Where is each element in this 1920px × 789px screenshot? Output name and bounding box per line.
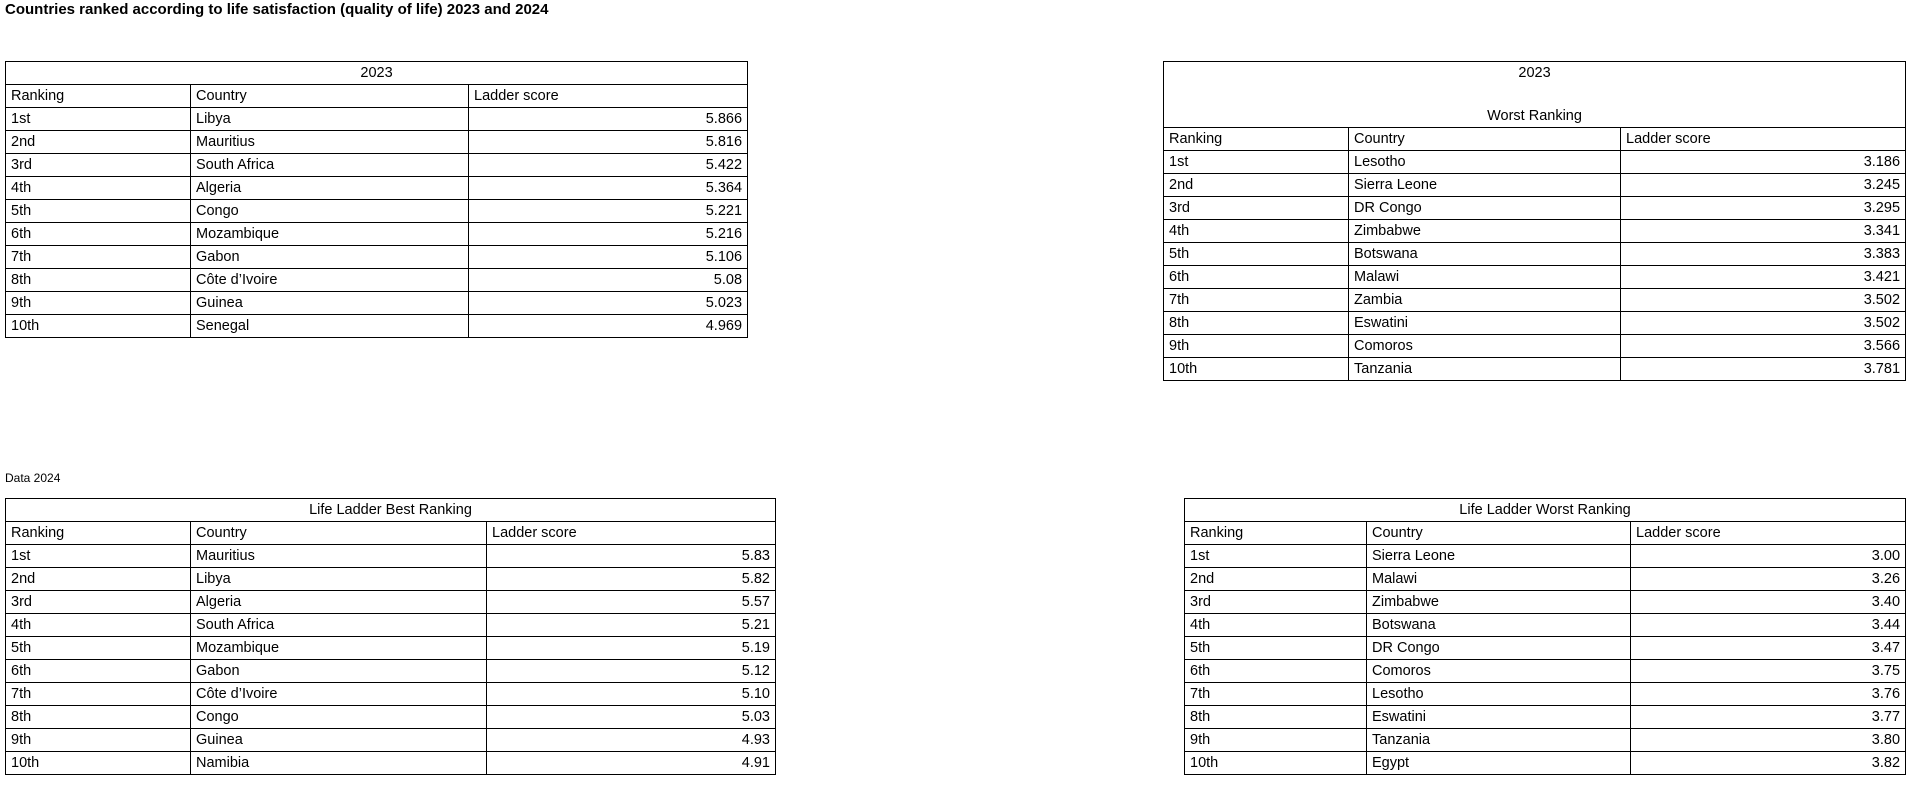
cell-ranking: 10th bbox=[1164, 358, 1349, 381]
table-header-row bbox=[6, 85, 748, 108]
table-title-row bbox=[1164, 62, 1906, 128]
cell-country: Eswatini bbox=[1367, 706, 1631, 729]
table-subtitle: Worst Ranking bbox=[1487, 108, 1582, 124]
cell-ranking: 3rd bbox=[6, 154, 191, 177]
table-row bbox=[1164, 197, 1906, 220]
cell-ranking: 10th bbox=[1185, 752, 1367, 775]
cell-country: Algeria bbox=[191, 177, 469, 200]
cell-country: Comoros bbox=[1367, 660, 1631, 683]
cell-score: 3.77 bbox=[1631, 706, 1906, 729]
header-country: Country bbox=[191, 522, 487, 545]
cell-ranking: 4th bbox=[6, 177, 191, 200]
cell-country: Egypt bbox=[1367, 752, 1631, 775]
cell-score: 3.40 bbox=[1631, 591, 1906, 614]
cell-country: Congo bbox=[191, 200, 469, 223]
header-country: Country bbox=[1367, 522, 1631, 545]
table-row bbox=[6, 752, 776, 775]
table-row bbox=[1185, 614, 1906, 637]
table-2023-best bbox=[5, 61, 748, 338]
cell-country: Mozambique bbox=[191, 223, 469, 246]
table-row bbox=[6, 292, 748, 315]
header-score: Ladder score bbox=[487, 522, 776, 545]
header-score: Ladder score bbox=[1631, 522, 1906, 545]
table-row bbox=[6, 108, 748, 131]
cell-ranking: 7th bbox=[6, 683, 191, 706]
cell-ranking: 5th bbox=[1185, 637, 1367, 660]
cell-score: 5.816 bbox=[469, 131, 748, 154]
table-row bbox=[6, 131, 748, 154]
table-row bbox=[1185, 729, 1906, 752]
cell-ranking: 8th bbox=[1185, 706, 1367, 729]
header-score: Ladder score bbox=[1621, 128, 1906, 151]
cell-ranking: 6th bbox=[1185, 660, 1367, 683]
cell-score: 4.91 bbox=[487, 752, 776, 775]
cell-country: Botswana bbox=[1367, 614, 1631, 637]
table-row bbox=[6, 177, 748, 200]
header-ranking: Ranking bbox=[6, 85, 191, 108]
table-row bbox=[1164, 266, 1906, 289]
table-row bbox=[1185, 637, 1906, 660]
cell-ranking: 2nd bbox=[1164, 174, 1349, 197]
cell-country: Lesotho bbox=[1349, 151, 1621, 174]
cell-score: 3.383 bbox=[1621, 243, 1906, 266]
cell-ranking: 8th bbox=[1164, 312, 1349, 335]
table-title bbox=[1164, 62, 1906, 128]
table-row bbox=[6, 660, 776, 683]
cell-country: Malawi bbox=[1367, 568, 1631, 591]
cell-score: 3.80 bbox=[1631, 729, 1906, 752]
table-header-row bbox=[1164, 128, 1906, 151]
table-row bbox=[1164, 220, 1906, 243]
cell-country: Zimbabwe bbox=[1349, 220, 1621, 243]
cell-ranking: 8th bbox=[6, 269, 191, 292]
cell-country: Mozambique bbox=[191, 637, 487, 660]
cell-ranking: 9th bbox=[6, 729, 191, 752]
cell-ranking: 8th bbox=[6, 706, 191, 729]
cell-ranking: 10th bbox=[6, 752, 191, 775]
cell-country: DR Congo bbox=[1349, 197, 1621, 220]
cell-score: 5.364 bbox=[469, 177, 748, 200]
cell-ranking: 1st bbox=[6, 545, 191, 568]
table-row bbox=[1185, 752, 1906, 775]
cell-ranking: 6th bbox=[6, 660, 191, 683]
cell-score: 5.83 bbox=[487, 545, 776, 568]
cell-ranking: 2nd bbox=[6, 568, 191, 591]
cell-ranking: 4th bbox=[1185, 614, 1367, 637]
table-title: Life Ladder Worst Ranking bbox=[1185, 499, 1906, 522]
cell-score: 3.186 bbox=[1621, 151, 1906, 174]
cell-score: 3.75 bbox=[1631, 660, 1906, 683]
table-row bbox=[6, 591, 776, 614]
table-row bbox=[1185, 660, 1906, 683]
cell-ranking: 10th bbox=[6, 315, 191, 338]
cell-score: 3.82 bbox=[1631, 752, 1906, 775]
cell-country: Côte d’Ivoire bbox=[191, 269, 469, 292]
table-title: Life Ladder Best Ranking bbox=[6, 499, 776, 522]
table-row bbox=[1185, 683, 1906, 706]
cell-ranking: 1st bbox=[6, 108, 191, 131]
cell-score: 4.93 bbox=[487, 729, 776, 752]
cell-score: 3.76 bbox=[1631, 683, 1906, 706]
table-row bbox=[1164, 243, 1906, 266]
page-title: Countries ranked according to life satisfaction (quality of life) 2023 and 2024 bbox=[5, 1, 549, 18]
table-row bbox=[1164, 174, 1906, 197]
cell-score: 5.10 bbox=[487, 683, 776, 706]
cell-country: Tanzania bbox=[1349, 358, 1621, 381]
cell-country: South Africa bbox=[191, 614, 487, 637]
table-row bbox=[6, 545, 776, 568]
cell-ranking: 2nd bbox=[6, 131, 191, 154]
table-row bbox=[6, 315, 748, 338]
table-2024-best bbox=[5, 498, 776, 775]
cell-score: 5.08 bbox=[469, 269, 748, 292]
cell-ranking: 4th bbox=[6, 614, 191, 637]
cell-ranking: 5th bbox=[6, 637, 191, 660]
cell-country: Malawi bbox=[1349, 266, 1621, 289]
table-row bbox=[1185, 568, 1906, 591]
table-row bbox=[6, 637, 776, 660]
table-row bbox=[1164, 335, 1906, 358]
cell-score: 3.502 bbox=[1621, 289, 1906, 312]
table-title-row bbox=[6, 499, 776, 522]
cell-score: 3.26 bbox=[1631, 568, 1906, 591]
table-title-row bbox=[6, 62, 748, 85]
table-row bbox=[1185, 706, 1906, 729]
cell-ranking: 6th bbox=[1164, 266, 1349, 289]
cell-score: 3.421 bbox=[1621, 266, 1906, 289]
cell-score: 5.57 bbox=[487, 591, 776, 614]
cell-country: Botswana bbox=[1349, 243, 1621, 266]
cell-ranking: 1st bbox=[1185, 545, 1367, 568]
cell-country: Guinea bbox=[191, 292, 469, 315]
section-label-2024: Data 2024 bbox=[5, 471, 61, 485]
cell-ranking: 5th bbox=[6, 200, 191, 223]
cell-country: Mauritius bbox=[191, 131, 469, 154]
cell-ranking: 3rd bbox=[6, 591, 191, 614]
table-row bbox=[6, 568, 776, 591]
cell-score: 5.82 bbox=[487, 568, 776, 591]
cell-score: 3.00 bbox=[1631, 545, 1906, 568]
table-row bbox=[6, 154, 748, 177]
cell-ranking: 9th bbox=[1164, 335, 1349, 358]
cell-country: Gabon bbox=[191, 246, 469, 269]
table-title-row bbox=[1185, 499, 1906, 522]
cell-score: 5.19 bbox=[487, 637, 776, 660]
cell-country: Comoros bbox=[1349, 335, 1621, 358]
cell-country: Mauritius bbox=[191, 545, 487, 568]
cell-country: Zimbabwe bbox=[1367, 591, 1631, 614]
table-row bbox=[1164, 312, 1906, 335]
cell-country: Algeria bbox=[191, 591, 487, 614]
cell-country: Congo bbox=[191, 706, 487, 729]
cell-score: 5.03 bbox=[487, 706, 776, 729]
cell-country: Lesotho bbox=[1367, 683, 1631, 706]
table-row bbox=[1164, 358, 1906, 381]
table-row bbox=[1185, 545, 1906, 568]
cell-country: Senegal bbox=[191, 315, 469, 338]
cell-score: 5.12 bbox=[487, 660, 776, 683]
cell-score: 3.44 bbox=[1631, 614, 1906, 637]
cell-score: 5.221 bbox=[469, 200, 748, 223]
table-row bbox=[6, 706, 776, 729]
cell-score: 5.216 bbox=[469, 223, 748, 246]
table-row bbox=[1164, 289, 1906, 312]
cell-score: 3.502 bbox=[1621, 312, 1906, 335]
table-2024-worst bbox=[1184, 498, 1906, 775]
cell-score: 3.566 bbox=[1621, 335, 1906, 358]
cell-ranking: 7th bbox=[1185, 683, 1367, 706]
cell-score: 5.422 bbox=[469, 154, 748, 177]
cell-score: 5.023 bbox=[469, 292, 748, 315]
cell-score: 4.969 bbox=[469, 315, 748, 338]
cell-ranking: 9th bbox=[1185, 729, 1367, 752]
cell-score: 3.47 bbox=[1631, 637, 1906, 660]
cell-score: 5.866 bbox=[469, 108, 748, 131]
cell-country: Côte d’Ivoire bbox=[191, 683, 487, 706]
cell-country: Eswatini bbox=[1349, 312, 1621, 335]
cell-country: Zambia bbox=[1349, 289, 1621, 312]
header-ranking: Ranking bbox=[1185, 522, 1367, 545]
cell-ranking: 7th bbox=[6, 246, 191, 269]
table-row bbox=[6, 246, 748, 269]
table-header-row bbox=[6, 522, 776, 545]
cell-country: Sierra Leone bbox=[1349, 174, 1621, 197]
cell-score: 3.295 bbox=[1621, 197, 1906, 220]
cell-score: 5.21 bbox=[487, 614, 776, 637]
header-ranking: Ranking bbox=[1164, 128, 1349, 151]
cell-ranking: 2nd bbox=[1185, 568, 1367, 591]
table-2023-worst bbox=[1163, 61, 1906, 381]
table-row bbox=[1164, 151, 1906, 174]
cell-country: South Africa bbox=[191, 154, 469, 177]
cell-country: Guinea bbox=[191, 729, 487, 752]
cell-country: Tanzania bbox=[1367, 729, 1631, 752]
header-country: Country bbox=[1349, 128, 1621, 151]
cell-country: Sierra Leone bbox=[1367, 545, 1631, 568]
cell-ranking: 3rd bbox=[1185, 591, 1367, 614]
table-header-row bbox=[1185, 522, 1906, 545]
cell-ranking: 7th bbox=[1164, 289, 1349, 312]
cell-country: DR Congo bbox=[1367, 637, 1631, 660]
cell-ranking: 4th bbox=[1164, 220, 1349, 243]
cell-country: Libya bbox=[191, 108, 469, 131]
table-row bbox=[6, 683, 776, 706]
cell-ranking: 1st bbox=[1164, 151, 1349, 174]
header-country: Country bbox=[191, 85, 469, 108]
table-row bbox=[6, 223, 748, 246]
cell-score: 3.341 bbox=[1621, 220, 1906, 243]
table-row bbox=[6, 614, 776, 637]
cell-ranking: 9th bbox=[6, 292, 191, 315]
table-row bbox=[6, 269, 748, 292]
table-row bbox=[6, 729, 776, 752]
cell-country: Gabon bbox=[191, 660, 487, 683]
cell-ranking: 6th bbox=[6, 223, 191, 246]
cell-ranking: 5th bbox=[1164, 243, 1349, 266]
cell-score: 3.781 bbox=[1621, 358, 1906, 381]
cell-ranking: 3rd bbox=[1164, 197, 1349, 220]
cell-score: 5.106 bbox=[469, 246, 748, 269]
cell-country: Namibia bbox=[191, 752, 487, 775]
cell-country: Libya bbox=[191, 568, 487, 591]
table-row bbox=[1185, 591, 1906, 614]
table-row bbox=[6, 200, 748, 223]
table-year: 2023 bbox=[1518, 65, 1551, 81]
header-score: Ladder score bbox=[469, 85, 748, 108]
table-title: 2023 bbox=[6, 62, 748, 85]
cell-score: 3.245 bbox=[1621, 174, 1906, 197]
header-ranking: Ranking bbox=[6, 522, 191, 545]
